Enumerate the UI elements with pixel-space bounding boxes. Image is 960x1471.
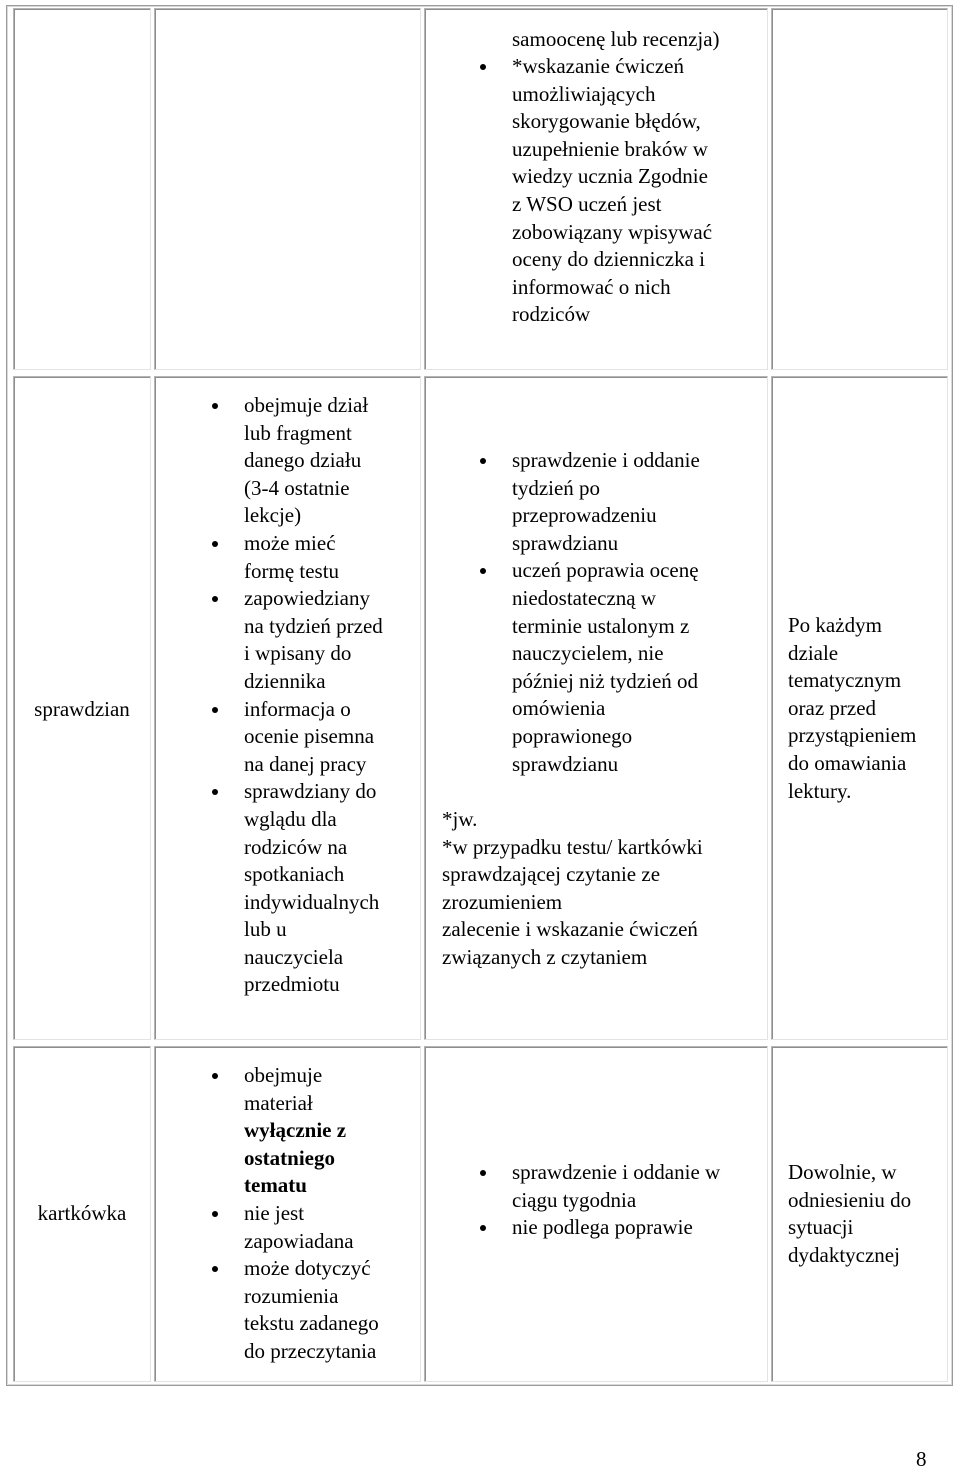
list-item: nie podlega poprawie	[512, 1214, 762, 1242]
bullet-icon	[212, 541, 218, 547]
list-item: nie jest zapowiadana	[244, 1200, 419, 1255]
list-item: obejmuje dział lub fragment danego działu (3-4 ostatnie lekcje)	[244, 392, 419, 530]
bullet-icon	[212, 1073, 218, 1079]
row3-col2-list	[244, 1062, 419, 1366]
list-item: *wskazanie ćwiczeń umożliwiających skorygowanie błędów, uzupełnienie braków w wiedzy ucznia Zgodnie z WSO uczeń jest zobowiązany wpisywać oceny do dzienniczka i informować o nich rodziców	[512, 53, 762, 329]
list-item: może mieć formę testu	[244, 530, 419, 585]
bullet-icon	[212, 1211, 218, 1217]
row2-col3-list	[512, 447, 762, 778]
list-item: sprawdziany do wglądu dla rodziców na spotkaniach indywidualnych lub u nauczyciela przedmiotu	[244, 778, 419, 999]
row1-col1-cell	[13, 8, 151, 370]
row-label-kartkowka: kartkówka	[37, 1201, 127, 1225]
list-item: sprawdzenie i oddanie tydzień po przeprowadzeniu sprawdzianu	[512, 447, 762, 557]
list-item: może dotyczyć rozumienia tekstu zadanego do przeczytania	[244, 1255, 419, 1365]
row1-col3-list	[512, 53, 762, 329]
bold-emphasis: wyłącznie z ostatniego tematu	[244, 1118, 347, 1198]
list-item: obejmuje materiał wyłącznie z ostatniego tematu	[244, 1062, 419, 1200]
row3-col4-timing: Dowolnie, w odniesieniu do sytuacji dydaktycznej	[788, 1160, 912, 1267]
list-item: informacja o ocenie pisemna na danej pracy	[244, 696, 419, 779]
row3-col3-list	[512, 1159, 762, 1242]
row2-col4-timing: Po każdym dziale tematycznym oraz przed przystąpieniem do omawiania lektury.	[788, 613, 917, 803]
row1-col2-cell	[154, 8, 421, 370]
list-item: sprawdzenie i oddanie w ciągu tygodnia	[512, 1159, 762, 1214]
bullet-icon	[480, 64, 486, 70]
bullet-icon	[212, 403, 218, 409]
bullet-icon	[480, 458, 486, 464]
row1-col4-cell	[771, 8, 948, 370]
bullet-icon	[480, 1170, 486, 1176]
row2-col3-note: *jw. *w przypadku testu/ kartkówki sprawdzającej czytanie ze zrozumieniem zalecenie i wskazanie ćwiczeń związanych z czytaniem	[442, 807, 703, 969]
list-item: uczeń poprawia ocenę niedostateczną w terminie ustalonym z nauczycielem, nie później niż tydzień od omówienia poprawionego sprawdzianu	[512, 557, 762, 778]
bullet-icon	[212, 707, 218, 713]
list-item: zapowiedziany na tydzień przed i wpisany do dziennika	[244, 585, 419, 695]
row1-continuation-text: samoocenę lub recenzja)	[512, 27, 720, 51]
row-label-sprawdzian: sprawdzian	[34, 697, 130, 721]
page-number: 8	[916, 1447, 927, 1471]
row2-col2-list	[244, 392, 419, 999]
